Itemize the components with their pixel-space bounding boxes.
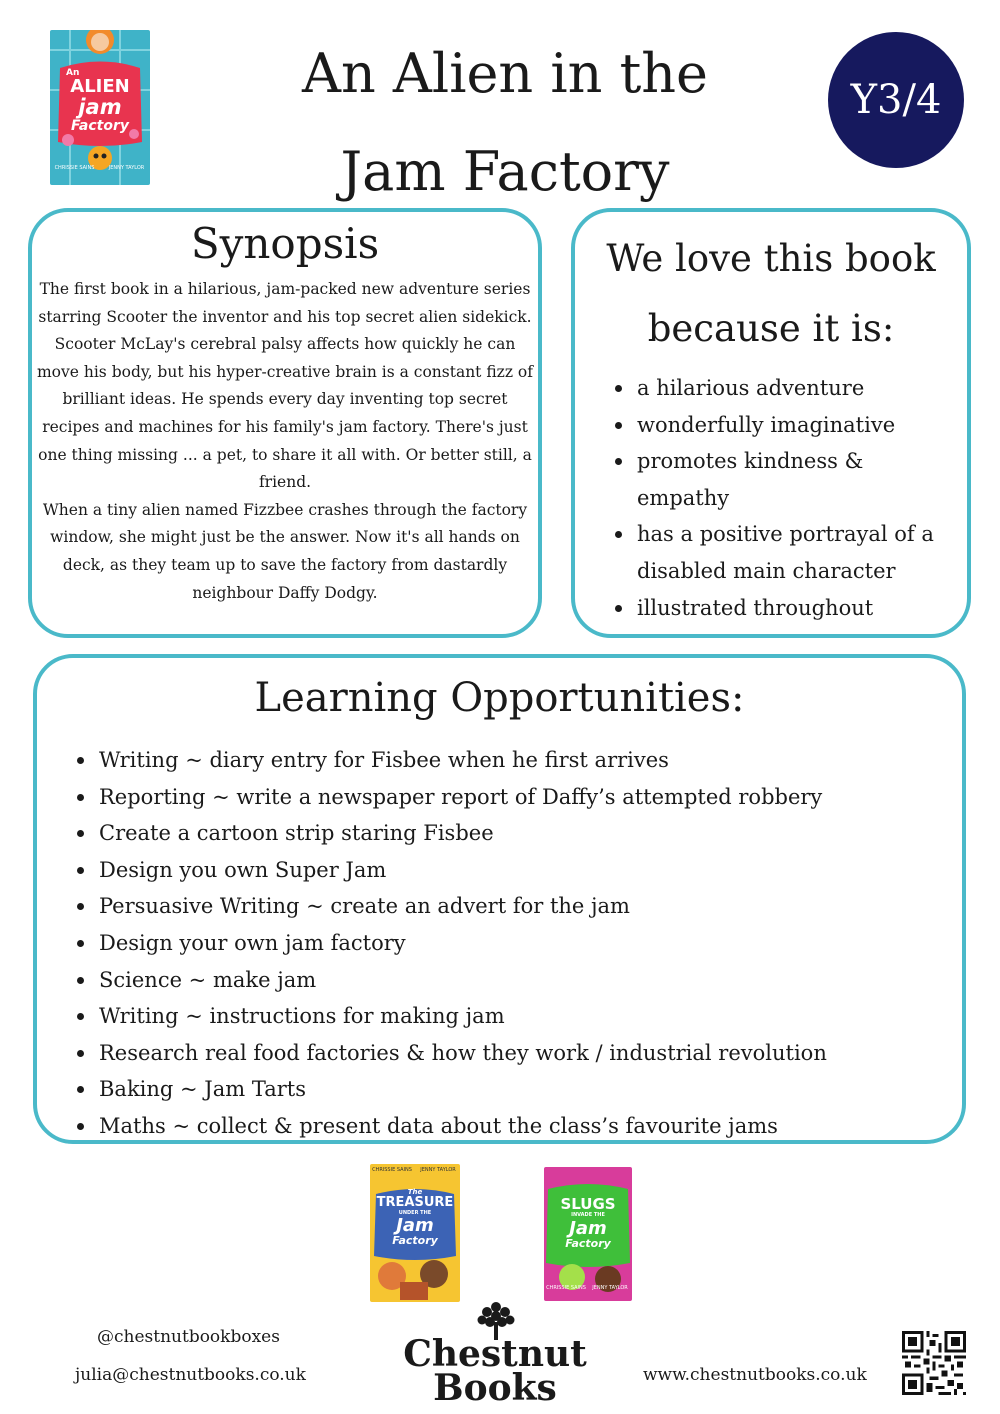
slugs-word-jam: Jam: [569, 1218, 607, 1239]
synopsis-paragraph: The first book in a hilarious, jam-packed new adventure series starring Scooter the inventor and his top secret alien sidekick.: [38, 280, 532, 326]
page-title: [250, 25, 760, 221]
list-item: Baking ~ Jam Tarts: [99, 1071, 962, 1108]
list-item: Writing ~ instructions for making jam: [99, 998, 962, 1035]
slugs-book-cover: [544, 1167, 632, 1301]
cover-illustrator: JENNY TAYLOR: [108, 165, 145, 171]
treasure-word-under: UNDER THE: [398, 1210, 432, 1216]
list-item: Reporting ~ write a newspaper report of Daffy’s attempted robbery: [99, 779, 962, 816]
title-line-2: Jam Factory: [340, 140, 670, 203]
treasure-word-the: The: [407, 1188, 423, 1196]
slugs-word-slugs: SLUGS: [560, 1195, 616, 1213]
cover-word-alien: ALIEN: [70, 76, 130, 97]
synopsis-heading: Synopsis: [190, 219, 380, 268]
synopsis-paragraph: Scooter McLay's cerebral palsy affects how quickly he can move his body, but his hyper-creative brain is a constant fizz of brilliant ideas. He spends every day inventing top secret recipes and machines for his family's jam factory. There's just one thing missing ... a pet, to share it all with. Or better still, a friend.: [36, 335, 533, 492]
love-heading: [575, 212, 967, 364]
list-item: illustrated throughout: [637, 590, 951, 627]
qr-code-icon[interactable]: [902, 1331, 966, 1395]
treasure-book-cover: [370, 1164, 460, 1302]
treasure-word-factory: Factory: [392, 1234, 438, 1247]
synopsis-paragraph: When a tiny alien named Fizzbee crashes through the factory window, she might just be the answer. Now it's all hands on deck, as they team up to save the factory from dastardly neighbour Daffy Dodgy.: [42, 500, 528, 602]
year-badge: Y3/4: [828, 32, 964, 168]
cover-word-an: An: [66, 68, 80, 78]
list-item: Persuasive Writing ~ create an advert for the jam: [99, 888, 962, 925]
treasure-author: CHRISSIE SAINS: [372, 1167, 412, 1173]
love-list: [575, 370, 967, 626]
list-item: Research real food factories & how they work / industrial revolution: [99, 1035, 962, 1072]
cover-word-jam: jam: [78, 95, 122, 119]
love-heading-line-2: because it is:: [647, 307, 895, 350]
slugs-illustrator: JENNY TAYLOR: [592, 1285, 628, 1291]
synopsis-panel: [28, 208, 542, 638]
logo-word-chestnut: Chestnut: [403, 1333, 587, 1375]
list-item: Design you own Super Jam: [99, 852, 962, 889]
learning-list: [37, 742, 962, 1145]
list-item: promotes kindness & empathy: [637, 443, 951, 516]
main-book-cover: [50, 30, 150, 185]
email-address: julia@chestnutbooks.co.uk: [75, 1365, 306, 1385]
list-item: has a positive portrayal of a disabled main character: [637, 516, 951, 589]
title-line-1: An Alien in the: [301, 42, 709, 105]
list-item: Design your own jam factory: [99, 925, 962, 962]
list-item: Maths ~ collect & present data about the class’s favourite jams: [99, 1108, 962, 1145]
chestnut-books-logo: [400, 1300, 590, 1410]
treasure-illustrator: JENNY TAYLOR: [420, 1167, 456, 1173]
list-item: Writing ~ diary entry for Fisbee when he first arrives: [99, 742, 962, 779]
learning-heading: Learning Opportunities:: [254, 675, 745, 721]
slugs-word-invade: INVADE THE: [571, 1212, 605, 1218]
learning-panel: [33, 654, 966, 1144]
slugs-author: CHRISSIE SAINS: [546, 1285, 586, 1291]
love-heading-line-1: We love this book: [606, 237, 936, 280]
treasure-word-jam: Jam: [396, 1215, 434, 1236]
treasure-word-treasure: TREASURE: [376, 1195, 454, 1210]
synopsis-text: [36, 276, 534, 607]
cover-word-factory: Factory: [70, 118, 130, 134]
list-item: a hilarious adventure: [637, 370, 951, 407]
social-handle: @chestnutbookboxes: [97, 1327, 280, 1347]
logo-word-books: Books: [433, 1367, 557, 1409]
website-link[interactable]: www.chestnutbooks.co.uk: [643, 1365, 867, 1385]
slugs-word-factory: Factory: [565, 1237, 611, 1250]
list-item: wonderfully imaginative: [637, 407, 951, 444]
cover-author: CHRISSIE SAINS: [54, 165, 95, 171]
list-item: Create a cartoon strip staring Fisbee: [99, 815, 962, 852]
love-panel: [571, 208, 971, 638]
list-item: Science ~ make jam: [99, 962, 962, 999]
